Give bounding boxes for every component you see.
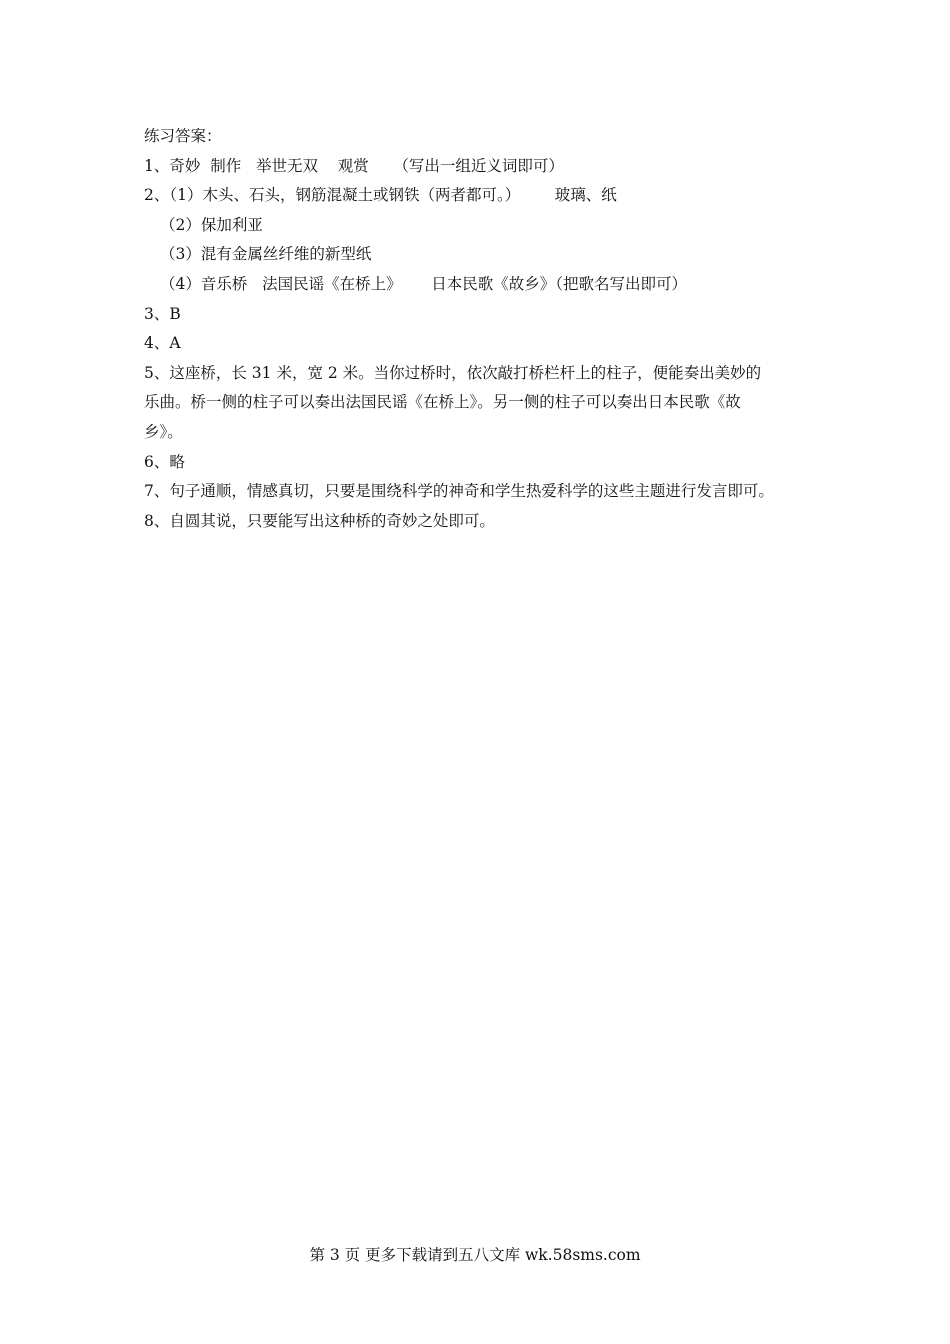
answer-2: 2、（1）木头、石头，钢筋混凝土或钢铁（两者都可。） 玻璃、纸 — [144, 186, 617, 205]
answer-2-part-4: （4）音乐桥 法国民谣《在桥上》 日本民歌《故乡》（把歌名写出即可） — [160, 274, 687, 293]
answer-2-part-3: （3）混有金属丝纤维的新型纸 — [160, 245, 372, 264]
answer-5-line-1: 5、这座桥，长 31 米，宽 2 米。当你过桥时，依次敲打桥栏杆上的柱子，便能奏出美妙的 — [144, 363, 762, 382]
answer-6: 6、略 — [144, 452, 185, 471]
page-footer: 第 3 页 更多下载请到五八文库 wk.58sms.com — [309, 1246, 641, 1264]
answer-4: 4、A — [144, 334, 181, 353]
answer-3: 3、B — [144, 304, 181, 323]
answer-1: 1、奇妙 制作 举世无双 观赏 （写出一组近义词即可） — [144, 156, 564, 175]
section-heading: 练习答案： — [144, 127, 222, 145]
answer-8: 8、自圆其说，只要能写出这种桥的奇妙之处即可。 — [144, 511, 495, 530]
answer-5-line-3: 乡》。 — [144, 422, 183, 441]
answer-section — [144, 122, 824, 536]
answer-2-part-2: （2）保加利亚 — [160, 215, 263, 234]
answer-7: 7、句子通顺，情感真切，只要是围绕科学的神奇和学生热爱科学的这些主题进行发言即可。 — [144, 482, 774, 501]
answer-5-line-2: 乐曲。桥一侧的柱子可以奏出法国民谣《在桥上》。另一侧的柱子可以奏出日本民歌《故 — [144, 393, 741, 412]
